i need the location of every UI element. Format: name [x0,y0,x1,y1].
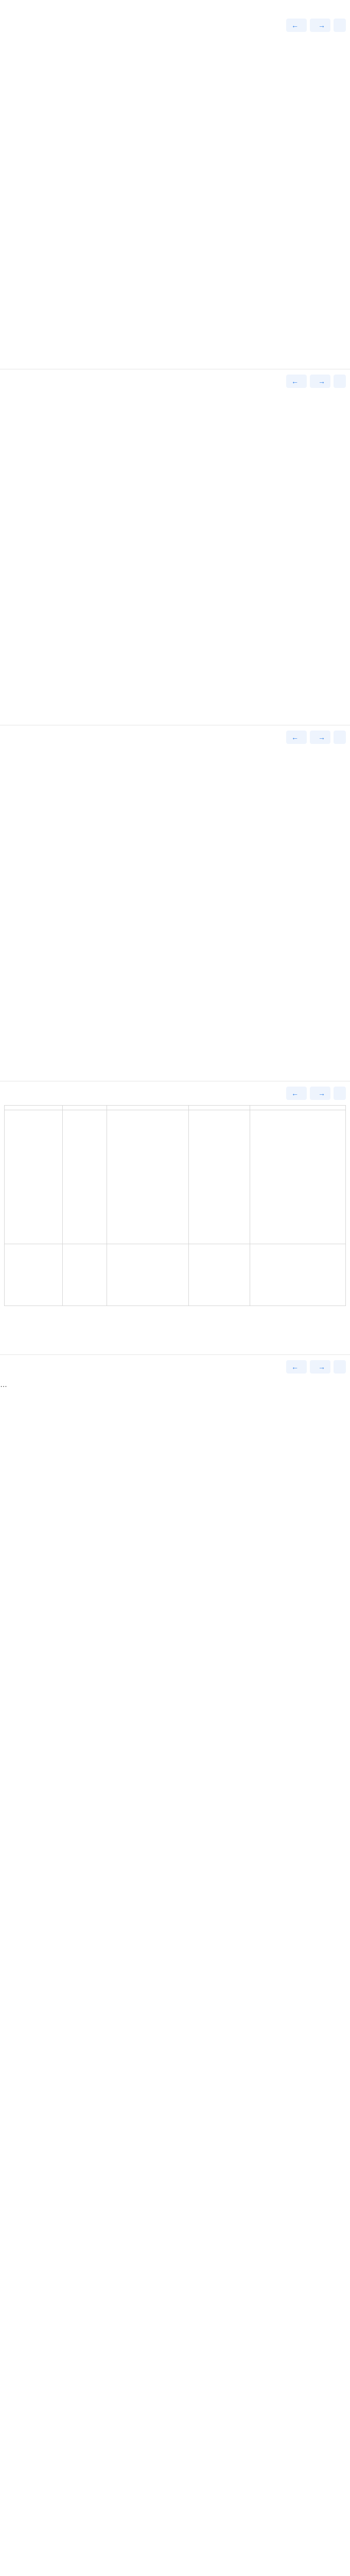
clauses-table [4,1105,346,1306]
arrow-left-icon: ← [291,1089,299,1097]
arrow-left-icon: ← [291,377,299,385]
arrow-right-icon: → [318,733,325,741]
prev-button[interactable] [286,1087,307,1100]
section-1 [0,13,350,369]
prev-button[interactable] [286,19,307,32]
section-3 [0,725,350,1081]
analysis-content [0,749,350,832]
table-header-row [5,1106,346,1110]
site-header[interactable] [0,0,350,13]
exercise-header [0,725,350,749]
all-exercises-button[interactable] [334,1360,346,1374]
table-content [0,1105,350,1310]
exercise-header [0,1355,350,1379]
exercise-nav [286,1360,346,1374]
next-button[interactable] [310,1360,330,1374]
next-button[interactable] [310,731,330,744]
all-exercises-button[interactable] [334,375,346,388]
analysis-content [0,37,350,120]
arrow-right-icon: → [318,377,325,385]
sentence [4,45,346,57]
exercise-header [0,13,350,37]
exercise-header [0,1081,350,1105]
arrow-right-icon: → [318,1089,325,1097]
exercise-nav [286,19,346,32]
arrow-right-icon: → [318,21,325,29]
prev-button[interactable] [286,375,307,388]
all-exercises-button[interactable] [334,1087,346,1100]
sentence [4,775,346,786]
exercise-nav [286,731,346,744]
sentence [4,98,346,109]
arrow-right-icon: → [318,1363,325,1371]
section-4 [0,1081,350,1354]
exercise-header [0,369,350,393]
next-button[interactable] [310,19,330,32]
all-exercises-button[interactable] [334,731,346,744]
sentence [4,757,346,769]
section-5: ← → … [0,1354,350,1710]
exercise-nav [286,1087,346,1100]
section-2 [0,369,350,725]
sentence [4,792,346,804]
all-exercises-button[interactable] [334,19,346,32]
next-button[interactable] [310,375,330,388]
theory-content [0,393,350,405]
sentence [4,63,346,74]
sentence [4,80,346,92]
table-row [5,1244,346,1306]
table-row [5,1110,346,1244]
sentence [4,810,346,821]
arrow-left-icon: ← [291,21,299,29]
next-button[interactable] [310,1087,330,1100]
prev-button[interactable] [286,731,307,744]
prev-button[interactable] [286,1360,307,1374]
arrow-left-icon: ← [291,1363,299,1371]
arrow-left-icon: ← [291,733,299,741]
exercise-nav [286,375,346,388]
